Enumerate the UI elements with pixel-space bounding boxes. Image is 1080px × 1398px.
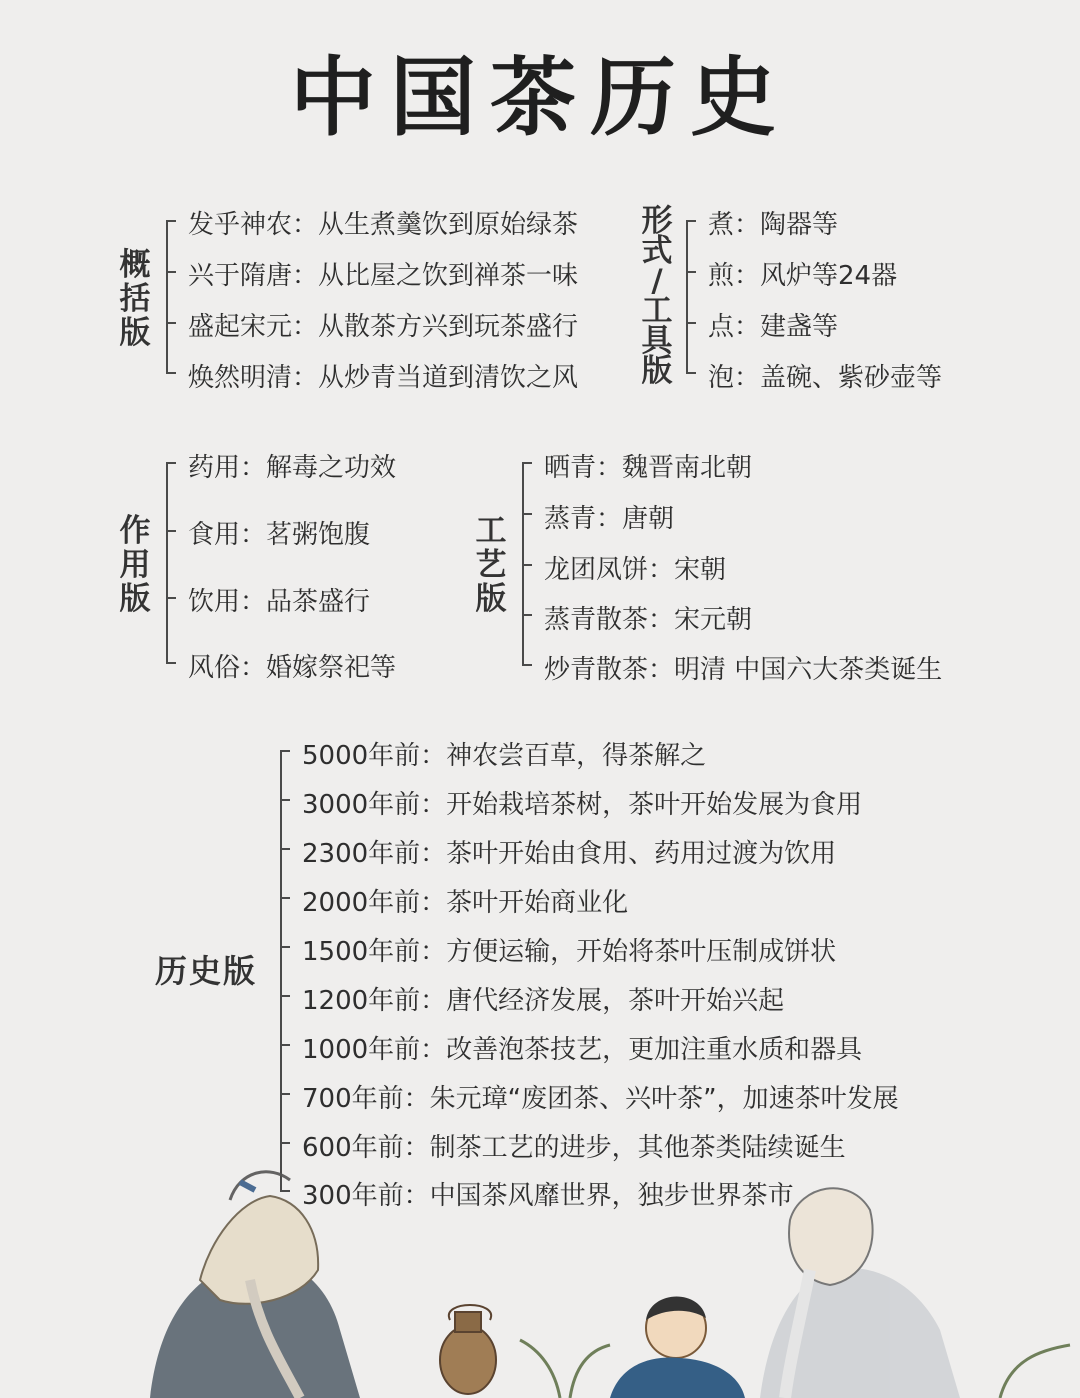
bracket-tick (280, 1142, 290, 1144)
list-item: 炒青散茶：明清 中国六大茶类诞生 (544, 655, 943, 685)
label-char: 版 (119, 315, 151, 351)
timeline-item: 1200年前：唐代经济发展，茶叶开始兴起 (302, 986, 785, 1016)
label-char: 括 (119, 281, 151, 317)
list-item: 发乎神农：从生煮羹饮到原始绿茶 (188, 210, 579, 240)
bracket-tick (166, 271, 176, 273)
list-item: 风俗：婚嫁祭祀等 (188, 653, 397, 683)
bracket-tick (166, 462, 176, 464)
old-man-left-figure (150, 1172, 360, 1398)
list-item: 药用：解毒之功效 (188, 453, 397, 483)
bracket-tick (522, 462, 532, 464)
timeline-item: 3000年前：开始栽培茶树，茶叶开始发展为食用 (302, 790, 863, 820)
bracket-tick (166, 322, 176, 324)
timeline-item: 5000年前：神农尝百草，得茶解之 (302, 741, 707, 771)
list-item: 食用：茗粥饱腹 (188, 520, 371, 550)
bracket-tick (280, 1044, 290, 1046)
timeline-item: 700年前：朱元璋“废团茶、兴叶茶”，加速茶叶发展 (302, 1084, 899, 1114)
tea-kettle-figure (440, 1305, 496, 1394)
list-item: 蒸青：唐朝 (544, 504, 675, 534)
section-label-xingshi (640, 203, 674, 389)
bracket-tick (280, 995, 290, 997)
bracket-tick (280, 799, 290, 801)
label-char: 艺 (475, 547, 507, 583)
list-item: 点：建盏等 (708, 312, 839, 342)
bracket-tick (522, 564, 532, 566)
list-item: 盛起宋元：从散茶方兴到玩茶盛行 (188, 312, 579, 342)
bracket-tick (522, 664, 532, 666)
label-char: 形 (641, 203, 673, 239)
list-item: 龙团凤饼：宋朝 (544, 555, 727, 585)
bracket-tick (686, 271, 696, 273)
list-item: 饮用：品茶盛行 (188, 587, 371, 617)
bracket-tick (166, 220, 176, 222)
page-title: 中国茶历史 (290, 47, 790, 148)
label-char: 版 (475, 581, 507, 617)
section-label-gaikuo (118, 248, 152, 350)
label-char: 工 (641, 293, 673, 329)
section-label-lishi: 历史版 (155, 952, 258, 990)
list-item: 焕然明清：从炒青当道到清饮之风 (188, 363, 579, 393)
section-label-gongyi (474, 514, 508, 616)
bracket-tick (280, 848, 290, 850)
bracket-tick (686, 220, 696, 222)
label-char: 版 (641, 353, 673, 389)
label-char: 式 (641, 233, 673, 269)
bracket-tick (280, 750, 290, 752)
label-char: 概 (119, 247, 151, 283)
list-item: 煎：风炉等24器 (708, 261, 898, 291)
list-item: 兴于隋唐：从比屋之饮到禅茶一味 (188, 261, 579, 291)
section-label-zuoyong (118, 514, 152, 616)
bracket-lishi (280, 750, 282, 1192)
bracket-tick (166, 662, 176, 664)
list-item: 泡：盖碗、紫砂壶等 (708, 363, 943, 393)
timeline-item: 2300年前：茶叶开始由食用、药用过渡为饮用 (302, 839, 837, 869)
label-char: 版 (119, 581, 151, 617)
label-char: / (651, 263, 663, 299)
bracket-xingshi (686, 220, 688, 374)
list-item: 晒青：魏晋南北朝 (544, 453, 753, 483)
old-man-right-figure (760, 1188, 960, 1398)
bracket-tick (166, 530, 176, 532)
bracket-tick (522, 513, 532, 515)
bracket-tick (280, 1093, 290, 1095)
label-char: 作 (119, 513, 151, 549)
bracket-zuoyong (166, 462, 168, 664)
tea-painting-illustration (0, 1160, 1080, 1398)
bracket-tick (166, 597, 176, 599)
label-char: 工 (475, 513, 507, 549)
label-char: 具 (641, 323, 673, 359)
list-item: 蒸青散茶：宋元朝 (544, 605, 753, 635)
child-figure (610, 1296, 745, 1398)
bracket-gaikuo (166, 220, 168, 374)
bracket-tick (280, 946, 290, 948)
label-char: 用 (119, 547, 151, 583)
bracket-tick (686, 372, 696, 374)
bracket-tick (280, 897, 290, 899)
bracket-tick (686, 322, 696, 324)
list-item: 煮：陶器等 (708, 210, 839, 240)
timeline-item: 2000年前：茶叶开始商业化 (302, 888, 629, 918)
bracket-tick (522, 614, 532, 616)
timeline-item: 1000年前：改善泡茶技艺，更加注重水质和器具 (302, 1035, 863, 1065)
timeline-item: 300年前：中国茶风靡世界，独步世界茶市 (302, 1181, 794, 1211)
timeline-item: 600年前：制茶工艺的进步，其他茶类陆续诞生 (302, 1133, 846, 1163)
timeline-item: 1500年前：方便运输，开始将茶叶压制成饼状 (302, 937, 837, 967)
bracket-tick (166, 372, 176, 374)
